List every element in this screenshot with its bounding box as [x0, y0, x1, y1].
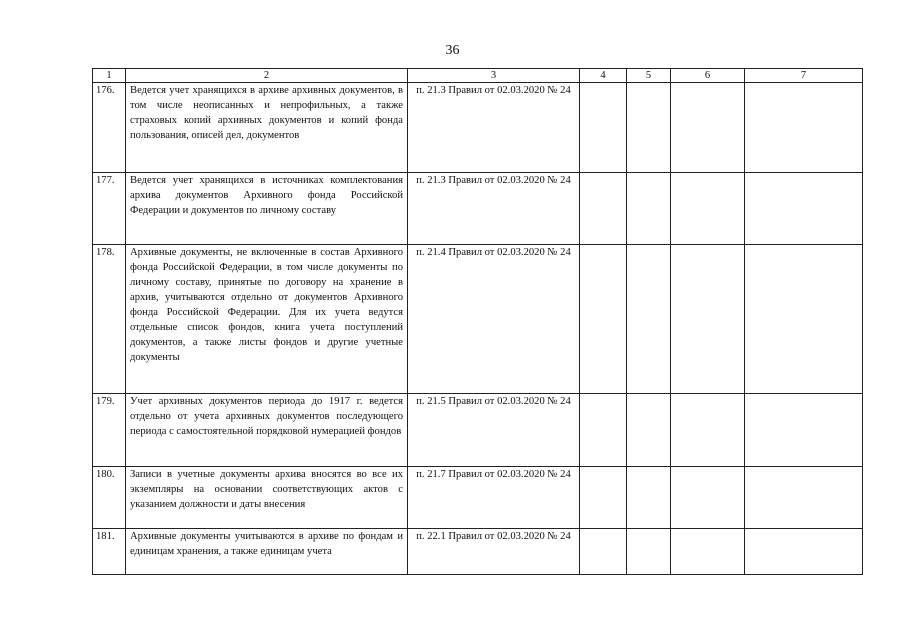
row-number: 180. — [93, 467, 126, 529]
empty-cell — [580, 394, 627, 467]
empty-cell — [627, 529, 671, 575]
empty-cell — [627, 173, 671, 245]
requirement-text: Архивные документы учитываются в архиве по фондам и единицам хранения, а также единицам учета — [126, 529, 408, 575]
table-row — [93, 245, 863, 394]
table-row — [93, 529, 863, 575]
table-row — [93, 83, 863, 173]
empty-cell — [671, 467, 745, 529]
empty-cell — [745, 467, 863, 529]
requirement-text: Ведется учет хранящихся в источниках комплектования архива документов Архивного фонда Российской Федерации и документов по личному составу — [126, 173, 408, 245]
table-row — [93, 394, 863, 467]
empty-cell — [671, 83, 745, 173]
empty-cell — [627, 394, 671, 467]
requirement-text: Записи в учетные документы архива вносятся во все их экземпляры на основании соответствующих актов с указанием должности и даты внесения — [126, 467, 408, 529]
empty-cell — [580, 245, 627, 394]
empty-cell — [580, 83, 627, 173]
empty-cell — [671, 173, 745, 245]
page-number: 36 — [445, 43, 460, 58]
empty-cell — [745, 529, 863, 575]
column-header: 4 — [580, 69, 627, 83]
legal-reference: п. 22.1 Правил от 02.03.2020 № 24 — [408, 529, 580, 575]
empty-cell — [627, 467, 671, 529]
empty-cell — [671, 529, 745, 575]
legal-reference: п. 21.4 Правил от 02.03.2020 № 24 — [408, 245, 580, 394]
legal-reference: п. 21.3 Правил от 02.03.2020 № 24 — [408, 83, 580, 173]
requirement-text: Ведется учет хранящихся в архиве архивных документов, в том числе неописанных и непрофильных, а также страховых копий архивных документов и копий фонда пользования, описей дел, документов — [126, 83, 408, 173]
empty-cell — [627, 245, 671, 394]
empty-cell — [745, 245, 863, 394]
empty-cell — [745, 173, 863, 245]
empty-cell — [627, 83, 671, 173]
table-row — [93, 173, 863, 245]
column-header: 5 — [627, 69, 671, 83]
column-number-row — [93, 69, 863, 83]
table-row — [93, 467, 863, 529]
column-header: 2 — [126, 69, 408, 83]
row-number: 181. — [93, 529, 126, 575]
column-header: 3 — [408, 69, 580, 83]
empty-cell — [745, 83, 863, 173]
empty-cell — [580, 467, 627, 529]
requirement-text: Архивные документы, не включенные в состав Архивного фонда Российской Федерации, в том числе документы по личному составу, принятые по договору на хранение в архив, учитываются отдельно от документов Архивного фонда Российской Федерации. Для их учета ведутся отдельные список фондов, книга учета поступлений документов, а также листы фондов и другие учетные документы — [126, 245, 408, 394]
empty-cell — [671, 245, 745, 394]
checklist-table — [92, 68, 863, 575]
column-header: 7 — [745, 69, 863, 83]
legal-reference: п. 21.7 Правил от 02.03.2020 № 24 — [408, 467, 580, 529]
row-number: 176. — [93, 83, 126, 173]
legal-reference: п. 21.5 Правил от 02.03.2020 № 24 — [408, 394, 580, 467]
empty-cell — [745, 394, 863, 467]
column-header: 1 — [93, 69, 126, 83]
empty-cell — [580, 529, 627, 575]
column-header: 6 — [671, 69, 745, 83]
empty-cell — [580, 173, 627, 245]
empty-cell — [671, 394, 745, 467]
row-number: 179. — [93, 394, 126, 467]
requirement-text: Учет архивных документов периода до 1917 г. ведется отдельно от учета архивных документов последующего периода с самостоятельной порядковой нумерацией фондов — [126, 394, 408, 467]
row-number: 177. — [93, 173, 126, 245]
row-number: 178. — [93, 245, 126, 394]
legal-reference: п. 21.3 Правил от 02.03.2020 № 24 — [408, 173, 580, 245]
